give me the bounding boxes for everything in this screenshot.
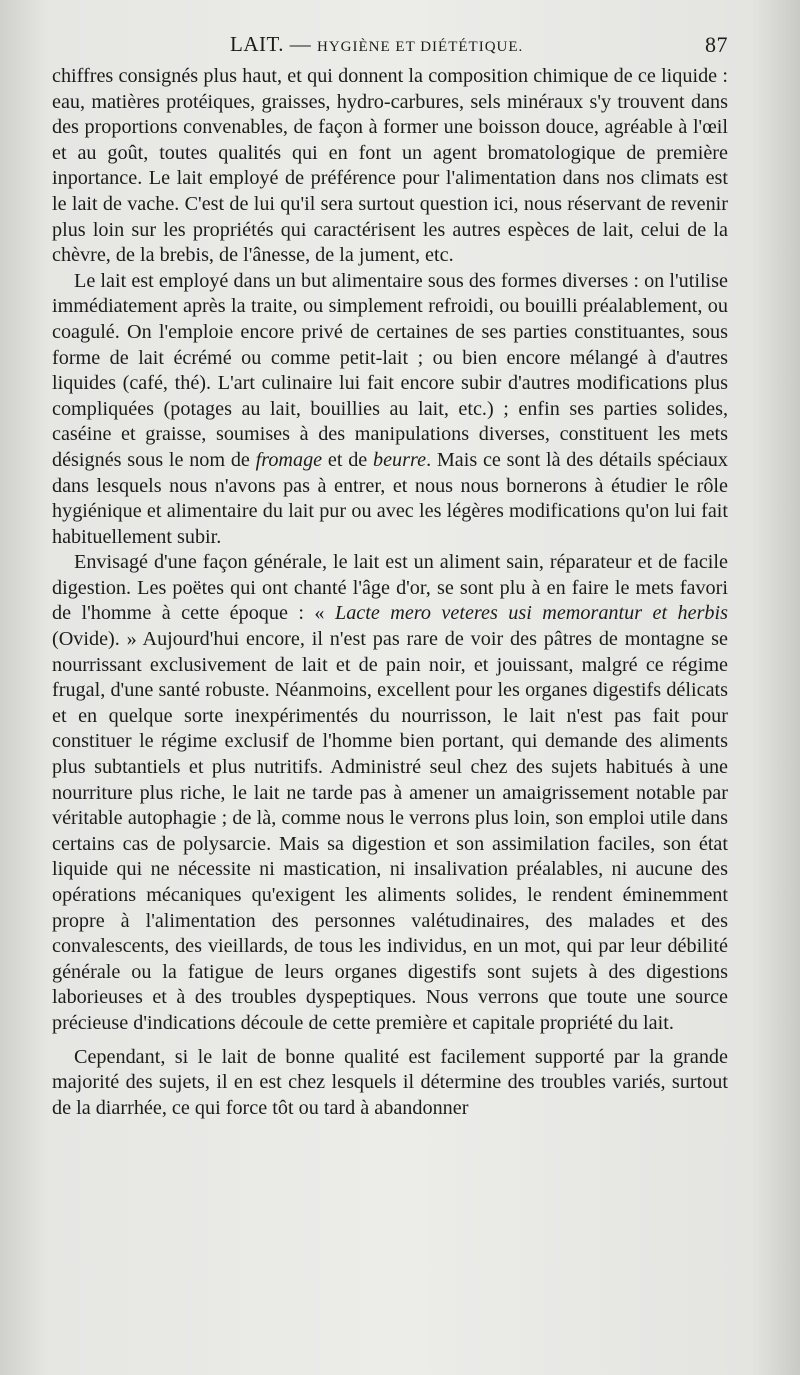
running-title-main: LAIT. (230, 32, 285, 56)
paragraph-3 (52, 550, 728, 1036)
paragraph-2-text-a: Le lait est employé dans un but alimentaire sous des formes diverses : on l'utilise immédiatement après la traite, ou simplement refroidi, ou bouilli préalablement, ou coagulé. On l'emploie encore privé de certaines de ses parties constituantes, sous forme de lait écrémé ou comme petit-lait ; ou bien encore mélangé à d'autres liquides (café, thé). L'art culinaire lui fait encore subir d'autres modifications plus compliquées (potages au lait, bouillies au lait, etc.) ; enfin ses parties solides, caséine et graisse, soumises à des manipulations diverses, constituent les mets désignés sous le nom de (52, 269, 728, 471)
running-title-sub: HYGIÈNE ET DIÉTÉTIQUE. (317, 39, 524, 55)
paragraph-1: chiffres consignés plus haut, et qui donnent la composition chimique de ce liquide : eau, matières protéiques, graisses, hydro-carbures, sels minéraux s'y trouvent dans des proportions convenables, de façon à former une boisson douce, agréable à l'œil et au goût, toutes qualités qui en font un agent bromatologique de première inportance. Le lait employé de préférence pour l'alimentation dans nos climats est le lait de vache. C'est de lui qu'il sera surtout question ici, nous réservant de revenir plus loin sur les propriétés qui caractérisent les autres espèces de lait, celui de la chèvre, de la brebis, de l'ânesse, de la jument, etc. (52, 65, 728, 267)
paragraph-2-italic-fromage: fromage (255, 448, 323, 471)
paragraph-2 (52, 269, 728, 551)
paragraph-3-text-a: Envisagé d'une façon générale, le lait est un aliment sain, réparateur et de facile digestion. Les poëtes qui ont chanté l'âge d'or, se sont plu à en faire le mets favori de l'homme à cette époque : « (52, 551, 728, 625)
running-title-dash: — (289, 32, 312, 56)
paragraph-3-text-b: (Ovide). » Aujourd'hui encore, il n'est pas rare de voir des pâtres de montagne se nourrissant exclusivement de lait et de pain noir, et jouissant, malgré ce régime frugal, d'une santé robuste. Néanmoins, excellent pour les organes digestifs délicats et en quelque sorte inexpérimentés du nourrisson, le lait n'est pas fait pour constituer le régime exclusif de l'homme bien portant, qui demande des aliments plus subtantiels et plus nutritifs. Administré seul chez des sujets habitués à une nourriture plus riche, le lait ne tarde pas à amener un amaigrissement notable par véritable autophagie ; de là, comme nous le verrons plus loin, son emploi utile dans certains cas de polysarcie. Mais sa digestion et son assimilation faciles, son état liquide qui ne nécessite ni mastication, ni insalivation préalables, ni aucune des opérations mécaniques qu'exigent les aliments solides, le rendent éminemment propre à l'alimentation des personnes valétudinaires, des malades et des convalescents, des vieillards, de tous les individus, en un mot, qui par leur débilité générale ou la fatigue de leurs organes digestifs sont sujets à des digestions laborieuses et à des troubles dyspeptiques. Nous verrons que toute une source précieuse d'indications découle de cette première et capitale propriété du lait. (52, 628, 728, 1034)
page-number: 87 (705, 32, 728, 57)
page-body (52, 64, 728, 1121)
running-title (230, 32, 523, 57)
paragraph-2-italic-beurre: beurre (372, 448, 427, 471)
paragraph-3-italic-quote: Lacte mero veteres usi memorantur et herbis (334, 602, 728, 625)
paragraph-4: Cependant, si le lait de bonne qualité est facilement supporté par la grande majorité des sujets, il en est chez lesquels il détermine des troubles variés, surtout de la diarrhée, ce qui force tôt ou tard à abandonner (52, 1045, 728, 1119)
paragraph-2-text-c: . Mais ce sont là des détails spéciaux dans lesquels nous n'avons pas à entrer, et nous nous bornerons à étudier le rôle hygiénique et alimentaire du lait pur ou avec les légères modifications qu'on lui fait habituellement subir. (52, 448, 728, 548)
running-header (50, 32, 728, 60)
paragraph-2-text-b: et de (322, 448, 373, 471)
